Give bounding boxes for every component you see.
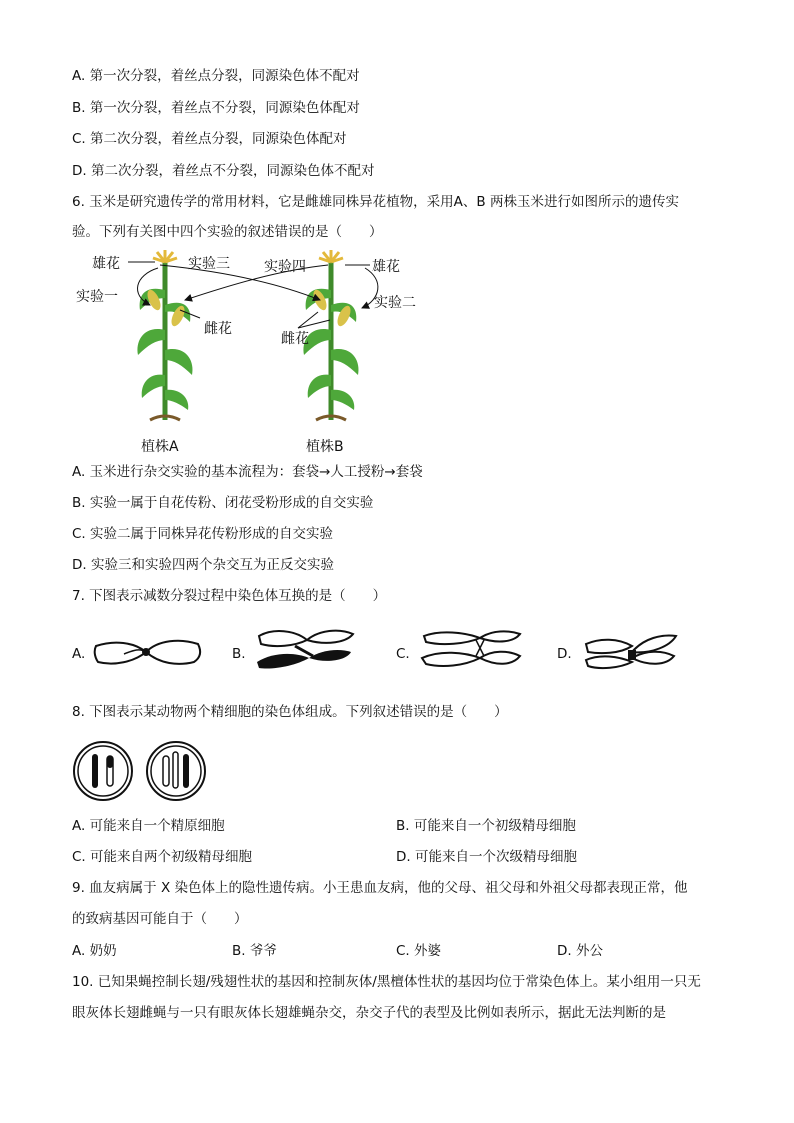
label-exp1: 实验一: [76, 289, 118, 305]
q9-option-b: B. 爷爷: [232, 943, 277, 959]
q8-option-c: C. 可能来自两个初级精母细胞: [72, 849, 253, 865]
q7-chromosome-d-image: [582, 632, 680, 672]
q9-option-d: D. 外公: [557, 943, 603, 959]
q10-stem-line1: 10. 已知果蝇控制长翅/残翅性状的基因和控制灰体/黑檀体性状的基因均位于常染色体上。某小组用一只无: [72, 974, 701, 990]
q5-option-c: C. 第二次分裂，着丝点分裂，同源染色体配对: [72, 131, 347, 147]
label-exp3: 实验三: [188, 256, 230, 272]
q9-option-c: C. 外婆: [396, 943, 442, 959]
q6-stem-line2: 验。下列有关图中四个实验的叙述错误的是（ ）: [72, 224, 383, 240]
label-exp4: 实验四: [264, 259, 306, 275]
q6-stem-line1: 6. 玉米是研究遗传学的常用材料，它是雌雄同株异花植物，采用A、B 两株玉米进行如图所示的遗传实: [72, 194, 679, 210]
q6-option-b: B. 实验一属于自花传粉、闭花受粉形成的自交实验: [72, 495, 374, 511]
q7-label-c: C.: [396, 646, 410, 662]
q7-stem: 7. 下图表示减数分裂过程中染色体互换的是（ ）: [72, 588, 387, 604]
q9-option-a: A. 奶奶: [72, 943, 117, 959]
q7-label-d: D.: [557, 646, 572, 662]
q9-stem-line1: 9. 血友病属于 X 染色体上的隐性遗传病。小王患血友病，他的父母、祖父母和外祖父母都表现正常，他: [72, 880, 688, 896]
q8-stem: 8. 下图表示某动物两个精细胞的染色体组成。下列叙述错误的是（ ）: [72, 704, 508, 720]
label-female-flower-b: 雌花: [281, 331, 309, 347]
q7-chromosome-a-image: [94, 636, 204, 672]
q10-stem-line2: 眼灰体长翅雌蝇与一只有眼灰体长翅雄蝇杂交，杂交子代的表型及比例如表所示，据此无法判断的是: [72, 1005, 666, 1021]
q7-chromosome-b-image: [255, 626, 355, 672]
q8-sperm-cell-1-image: [72, 740, 134, 802]
q8-option-b: B. 可能来自一个初级精母细胞: [396, 818, 576, 834]
q7-chromosome-c-image: [420, 628, 524, 672]
q9-stem-line2: 的致病基因可能自于（ ）: [72, 911, 248, 927]
q8-option-a: A. 可能来自一个精原细胞: [72, 818, 225, 834]
q6-option-c: C. 实验二属于同株异花传粉形成的自交实验: [72, 526, 334, 542]
q7-label-b: B.: [232, 646, 246, 662]
q5-option-b: B. 第一次分裂，着丝点不分裂，同源染色体配对: [72, 100, 360, 116]
q5-option-a: A. 第一次分裂，着丝点分裂，同源染色体不配对: [72, 68, 360, 84]
q5-option-d: D. 第二次分裂，着丝点不分裂，同源染色体不配对: [72, 163, 375, 179]
label-exp2: 实验二: [374, 295, 416, 311]
label-female-flower-a: 雌花: [204, 321, 232, 337]
label-plant-a: 植株A: [141, 439, 179, 455]
q6-option-d: D. 实验三和实验四两个杂交互为正反交实验: [72, 557, 334, 573]
q8-sperm-cell-2-image: [145, 740, 207, 802]
q7-label-a: A.: [72, 646, 86, 662]
q8-option-d: D. 可能来自一个次级精母细胞: [396, 849, 577, 865]
pollination-arrows: [0, 0, 794, 460]
label-male-flower-a: 雄花: [92, 256, 120, 272]
label-plant-b: 植株B: [306, 439, 344, 455]
label-male-flower-b: 雄花: [372, 259, 400, 275]
q6-option-a: A. 玉米进行杂交实验的基本流程为：套袋→人工授粉→套袋: [72, 464, 423, 480]
